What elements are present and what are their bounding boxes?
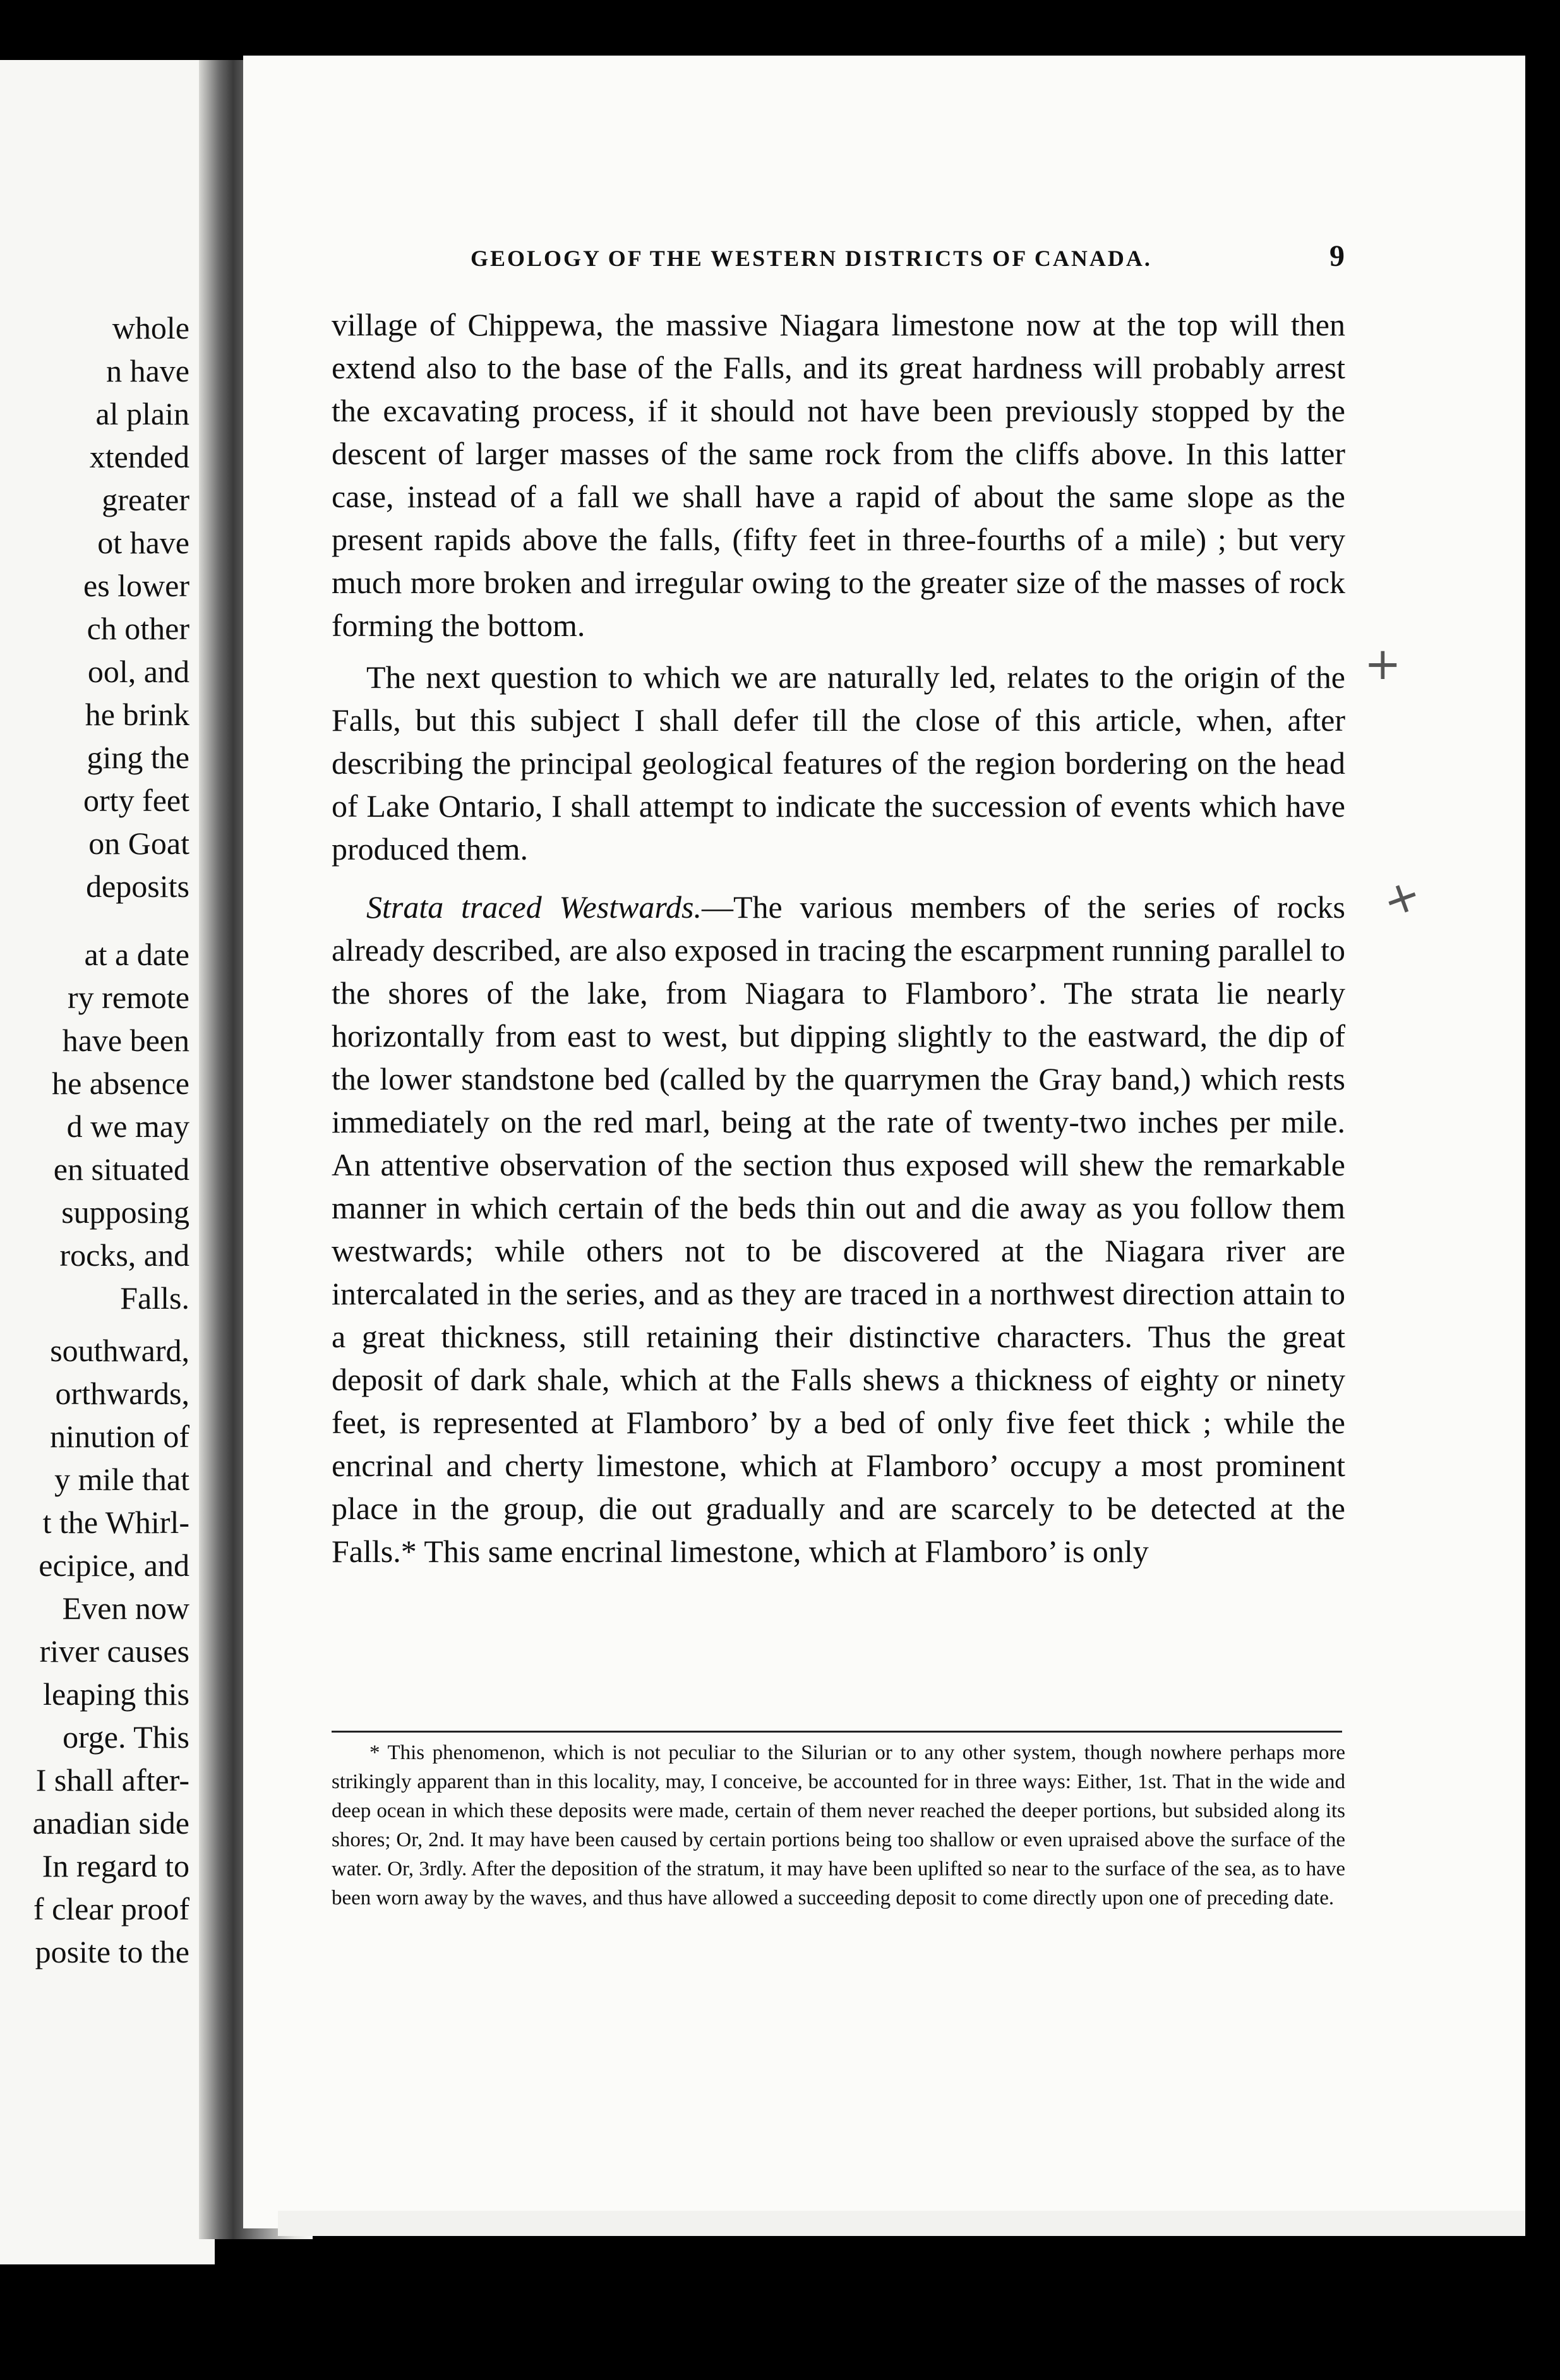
left-line: al plain — [95, 396, 189, 431]
pencil-mark: + — [1364, 638, 1401, 690]
footnote: * This phenomenon, which is not peculiar to the Silurian or to any other system, though nowhere perhaps more strikingly apparent than in this locality, may, I conceive, be accounted for in three ways: Either, 1st. That in the wide and deep ocean in which these deposits were made, certain of them never reached the deeper portions, but subsided along its shores; Or, 2nd. It may have been caused by certain portions being too shallow or even upraised above the surface of the water. Or, 3rdly. After the deposition of the stratum, it may have been uplifted so near to the surface of the sea, as to have been worn away by the waves, and thus have allowed a succeeding deposit to come directly upon one of preceding date. — [332, 1741, 1345, 1909]
left-line: en situated — [53, 1151, 189, 1187]
left-line: whole — [112, 310, 189, 346]
left-line: have been — [62, 1023, 189, 1058]
body-text — [332, 303, 1345, 1573]
left-line: anadian side — [32, 1805, 189, 1841]
paragraph — [332, 886, 1345, 1573]
page-number: 9 — [1329, 239, 1345, 273]
left-line: river causes — [39, 1633, 189, 1669]
left-line: xtended — [89, 439, 189, 474]
left-line: Falls. — [120, 1280, 189, 1316]
left-line: In regard to — [42, 1848, 189, 1884]
left-line: ool, and — [87, 654, 189, 689]
left-line: t the Whirl- — [42, 1505, 189, 1540]
left-line: deposits — [86, 868, 189, 904]
section-sidehead: Strata traced Westwards. — [366, 889, 702, 925]
left-line: I shall after- — [35, 1762, 189, 1798]
left-line: at a date — [84, 937, 189, 972]
left-line: posite to the — [35, 1934, 189, 1969]
paragraph: village of Chippewa, the massive Niagara limestone now at the top will then extend also to the base of the Falls, and its great hardness will probably arrest the excavating process, if it should not have been previously stopped by the descent of larger masses of the same rock from the cliffs above. In this latter case, instead of a fall we shall have a rapid of about the same slope as the present rapids above the falls, (fifty feet in three-fourths of a mile) ; but very much more broken and irregular owing to the greater size of the masses of rock forming the bottom. — [332, 307, 1345, 643]
left-line: orty feet — [83, 783, 189, 818]
left-line: leaping this — [43, 1676, 189, 1712]
left-line: ninution of — [50, 1419, 189, 1454]
left-line: f clear proof — [33, 1891, 189, 1926]
left-line: ch other — [87, 611, 189, 646]
paragraph: The next question to which we are naturally led, relates to the origin of the Falls, but this subject I shall defer till the close of this article, when, after describing the principal geological features of the region bordering on the head of Lake Ontario, I shall attempt to indicate the succession of events which have produced them. — [332, 659, 1345, 867]
left-line: ging the — [87, 740, 189, 775]
left-line: orge. This — [63, 1719, 189, 1755]
left-line: orthwards, — [55, 1376, 189, 1411]
paragraph-text: —The various members of the series of rocks already described, are also exposed in tracing the escarpment running parallel to the shores of the lake, from Niagara to Flamboro’. The strata lie nearly horizontally from east to west, but dipping slightly to the eastward, the dip of the lower standstone bed (called by the quarrymen the Gray band,) which rests immediately on the red marl, being at the rate of twenty-two inches per mile. An attentive observation of the section thus exposed will shew the remarkable manner in which certain of the beds thin out and die away as you follow them westwards; while others not to be discovered at the Niagara river are intercalated in the series, and as they are traced in a northwest direction attain to a great thickness, still retaining their distinctive characters. Thus the great deposit of dark shale, which at the Falls shews a thickness of eighty or ninety feet, is represented at Flamboro’ by a bed of only five feet thick ; while the encrinal and cherty limestone, which at Flamboro’ occupy a most prominent place in the group, die out gradually and are scarcely to be detected at the Falls.* This same encrinal limestone, which at Flamboro’ is only — [332, 889, 1345, 1569]
left-line: d we may — [66, 1109, 189, 1144]
left-line: rocks, and — [59, 1237, 189, 1273]
left-facing-page — [0, 60, 215, 2264]
left-line: on Goat — [88, 826, 189, 861]
left-line: he brink — [85, 697, 189, 732]
running-head: GEOLOGY OF THE WESTERN DISTRICTS OF CANADA. — [471, 246, 1152, 271]
page-bottom-edge — [278, 2211, 1525, 2236]
left-page-text — [32, 306, 189, 1973]
left-line: greater — [102, 482, 189, 517]
left-line: ry remote — [68, 980, 189, 1015]
footnote-rule — [332, 1731, 1342, 1733]
left-line: n have — [106, 353, 189, 388]
left-line: es lower — [83, 568, 189, 603]
left-line: ecipice, and — [39, 1548, 189, 1583]
left-line: Even now — [62, 1590, 189, 1626]
left-line: southward, — [50, 1333, 189, 1368]
pencil-mark: + — [1375, 867, 1428, 929]
left-line: he absence — [52, 1066, 189, 1101]
left-line: supposing — [61, 1194, 189, 1230]
left-line: ot have — [97, 525, 189, 560]
left-line: y mile that — [54, 1462, 189, 1497]
